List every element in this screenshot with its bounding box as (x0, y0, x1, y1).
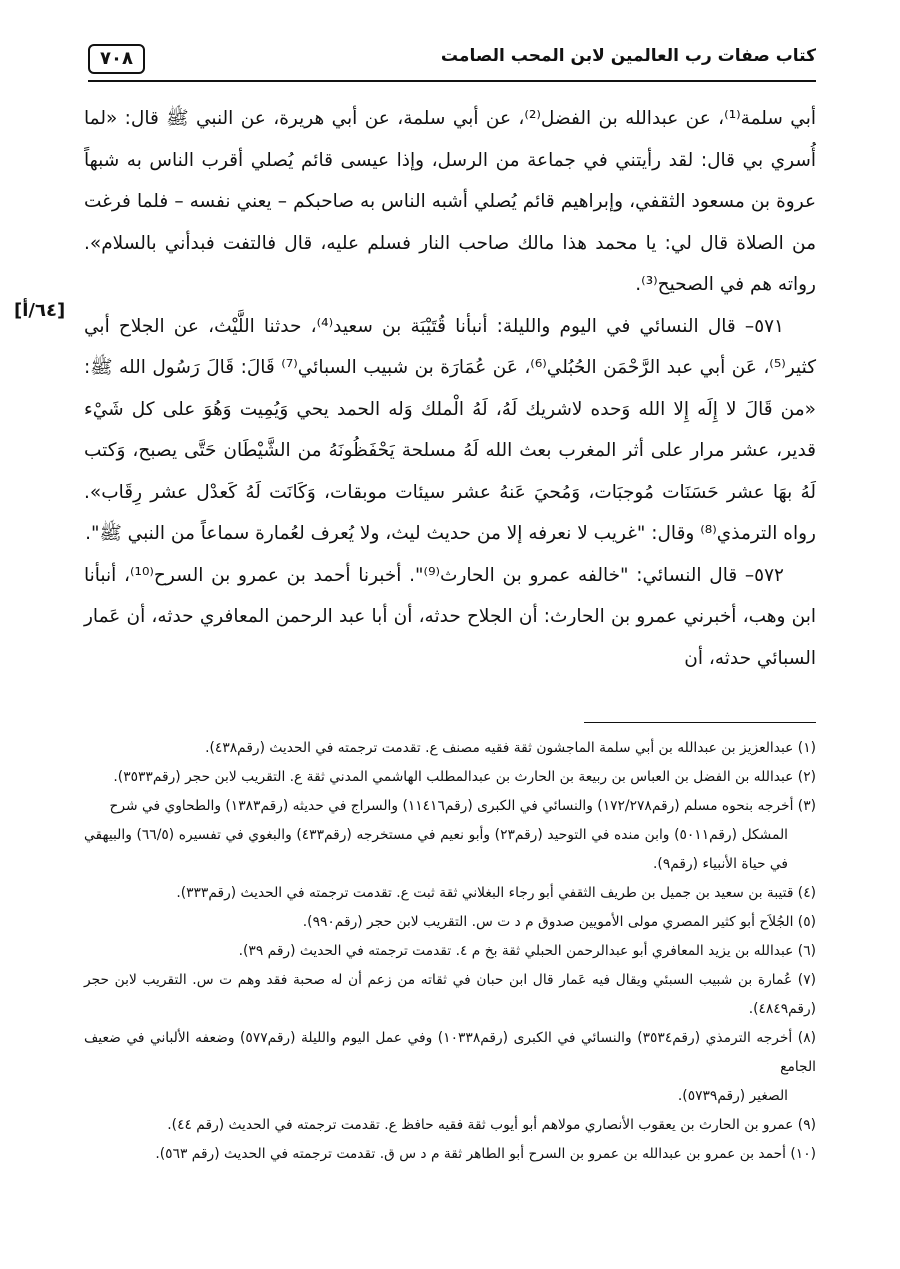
footnote: (٩) عمرو بن الحارث بن يعقوب الأنصاري مولاهم أبو أيوب ثقة فقيه حافظ ع. تقدمت ترجمته في الحديث (رقم ٤٤). (167, 1117, 816, 1133)
footnote: (٢) عبدالله بن الفضل بن العباس بن ربيعة بن الحارث بن عبدالمطلب الهاشمي المدني ثقة ع. التقريب لابن حجر (رقم٣٥٣٣). (113, 769, 816, 785)
book-title: كتاب صفات رب العالمين لابن المحب الصامت (440, 46, 816, 66)
footnote: (٧) عُمارة بن شبيب السبئي ويقال فيه عَمار قال ابن حبان في ثقاته من زعم أن له صحبة فقد وهم ت س. التقريب لابن حجر (رقم٤٨٤٩). (84, 972, 816, 1017)
footnote: (١) عبدالعزيز بن عبدالله بن أبي سلمة الماجشون ثقة فقيه مصنف ع. تقدمت ترجمته في الحديث (رقم٤٣٨). (205, 740, 816, 756)
footnote: (٤) قتيبة بن سعيد بن جميل بن طريف الثقفي أبو رجاء البغلاني ثقة ثبت ع. تقدمت ترجمته في الحديث (رقم٣٣٣). (176, 885, 816, 901)
footnote: (٣) أخرجه بنحوه مسلم (رقم١٧٢/٢٧٨) والنسائي في الكبرى (رقم١١٤١٦) والسراج في حديثه (رقم١٣٨٣) والطحاوي في شرح (109, 798, 816, 814)
footnote: (٦) عبدالله بن يزيد المعافري أبو عبدالرحمن الحبلي ثقة بخ م ٤. تقدمت ترجمته في الحديث (رقم ٣٩). (238, 943, 816, 959)
running-header (88, 40, 816, 82)
footnote-separator (584, 722, 816, 723)
footnote: (٨) أخرجه الترمذي (رقم٣٥٣٤) والنسائي في الكبرى (رقم١٠٣٣٨) وفي عمل اليوم والليلة (رقم٥٧٧) وضعفه الألباني في ضعيف الجامع (84, 1030, 816, 1075)
manuscript-folio-ref: [٦٤/أ] (14, 300, 66, 321)
page-number: ٧٠٨ (88, 44, 145, 74)
footnote-continuation: الصغير (رقم٥٧٣٩). (677, 1088, 788, 1104)
footnote: (١٠) أحمد بن عمرو بن عبدالله بن عمرو بن السرح أبو الطاهر ثقة م د س ق. تقدمت ترجمته في الحديث (رقم ٥٦٣). (155, 1146, 816, 1162)
paragraph-continuation: أبي سلمة⁽¹⁾، عن عبدالله بن الفضل⁽²⁾، عن أبي سلمة، عن أبي هريرة، عن النبي ﷺ قال: «لما أُسري بي قال: لقد رأيتني في جماعة من الرسل، وإذا عيسى قائم يُصلي أقرب الناس به شبهاً عروة بن مسعود الثقفي، وإبراهيم قائم يُصلي أشبه الناس به صاحبكم – يعني نفسه – فلما فرغت من الصلاة قال لي: يا محمد هذا مالك صاحب النار فسلم عليه، قال فالتفت فبدأني بالسلام». رواته هم في الصحيح⁽³⁾. (84, 108, 817, 295)
hadith-572: ٥٧٢– قال النسائي: "خالفه عمرو بن الحارث⁽⁹⁾". أخبرنا أحمد بن عمرو بن السرح⁽¹⁰⁾، أنبأنا ابن وهب، أخبرني عمرو بن الحارث: أن الجلاح حدثه، أن أبا عبد الرحمن المعافري حدثه، أن عَمار السبائي حدثه، أن (84, 564, 816, 669)
footnote: (٥) الجُلاَح أبو كثير المصري مولى الأمويين صدوق م د ت س. التقريب لابن حجر (رقم٩٩٠). (302, 914, 816, 930)
footnotes (84, 734, 816, 1169)
footnote-continuation: المشكل (رقم٥٠١١) وابن منده في التوحيد (رقم٢٣) وأبو نعيم في مستخرجه (رقم٤٣٣) والبغوي في تفسيره (٦٦/٥) والبيهقي في حياة الأنبياء (رقم٩). (84, 827, 788, 872)
main-text (84, 98, 816, 679)
hadith-571: ٥٧١– قال النسائي في اليوم والليلة: أنبأنا قُتَيْبَة بن سعيد⁽⁴⁾، حدثنا اللَّيْث، عن الجلاح أبي كثير⁽⁵⁾، عَن أبي عبد الرَّحْمَن الحُبُلي⁽⁶⁾، عَن عُمَارَة بن شبيب السبائي⁽⁷⁾ قَالَ: قَالَ رَسُول الله ﷺ: «من قَالَ لا إِلَه إِلا الله وَحده لاشريك لَهُ، لَهُ الْملك وَله الحمد يحي وَيُمِيت وَهُوَ على كل شَيْء قدير، عشر مرار على أثر المغرب بعث الله لَهُ مسلحة يَحْفَظُونَهُ من الشَّيْطَان حَتَّى يصبح، وَكتب لَهُ بهَا عشر حَسَنَات مُوجبَات، وَمُحيَ عَنهُ عشر سيئات موبقات، وَكَانَت لَهُ كَعدْل عشر رِقَاب». رواه الترمذي⁽⁸⁾ وقال: "غريب لا نعرفه إلا من حديث ليث، ولا يُعرف لعُمارة سماعاً من النبي ﷺ". (84, 315, 817, 544)
